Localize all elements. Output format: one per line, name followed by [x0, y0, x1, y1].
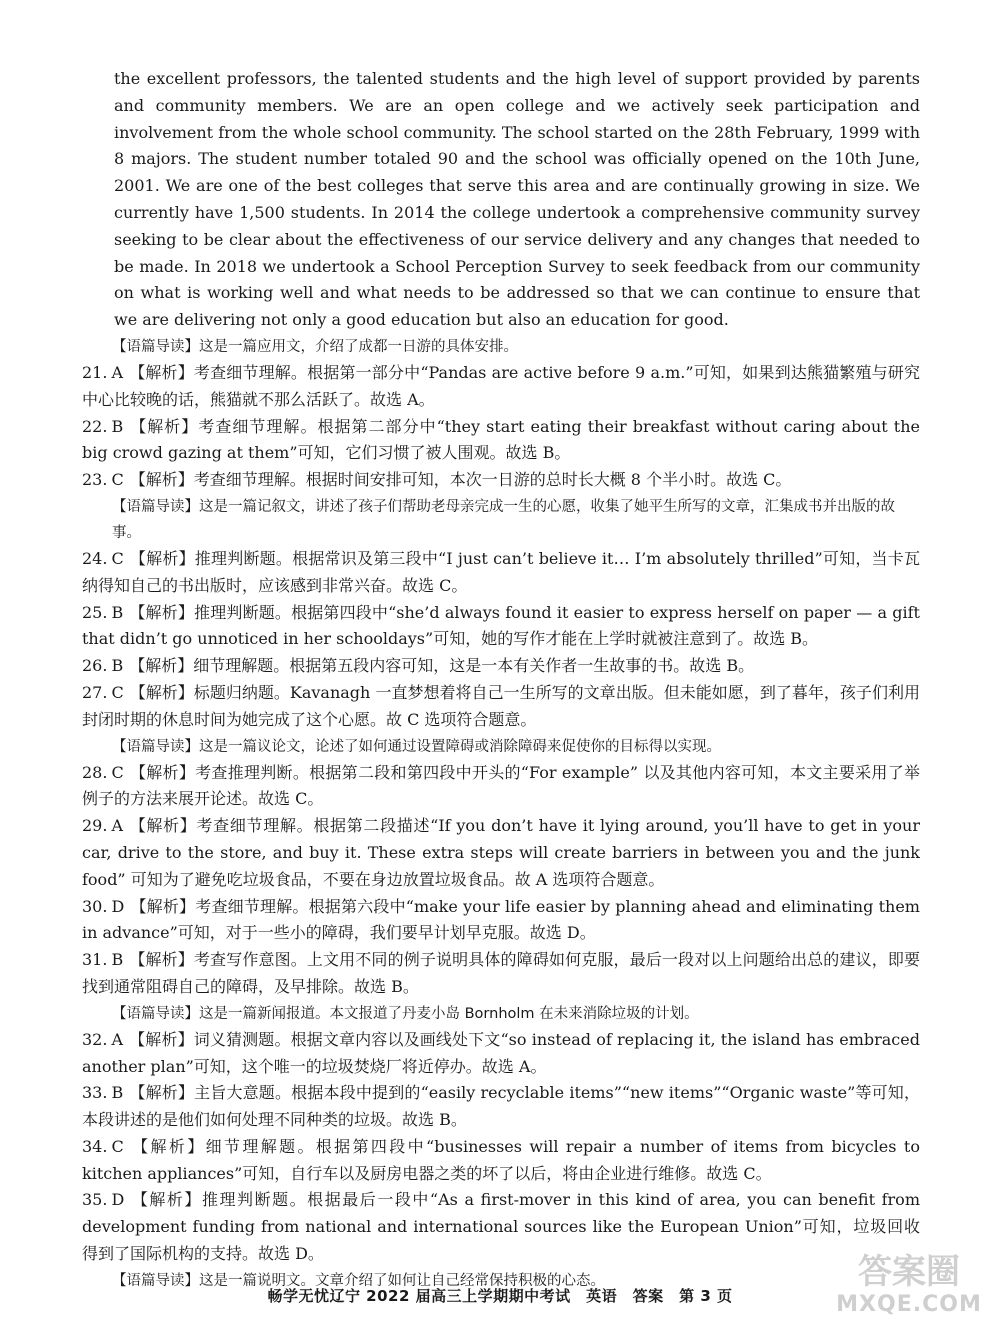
analysis-text: 推理判断题。根据第四段中“she’d always found it easier to express herself on paper — a gift that didn’t go unnoticed in her schooldays”可知，她的写作才能在上学时就被注意到了。故选 B。	[82, 602, 920, 649]
analysis-tag: 【解析】	[129, 1029, 194, 1049]
answer-item	[82, 813, 920, 893]
analysis-text: 考查写作意图。上文用不同的例子说明具体的障碍如何克服，最后一段对以上问题给出总的建议，即要找到通常阻碍自己的障碍，及早排除。故选 B。	[82, 950, 920, 996]
analysis-text: 考查细节理解。根据时间安排可知，本次一日游的总时长大概 8 个半小时。故选 C。	[193, 470, 792, 490]
answer-item	[82, 1187, 920, 1267]
analysis-tag: 【解析】	[129, 950, 194, 970]
answer-item	[82, 653, 920, 680]
question-number: 26.	[82, 656, 108, 676]
analysis-tag: 【解析】	[130, 896, 196, 916]
answer-letter: B	[111, 656, 124, 676]
answer-item	[82, 546, 920, 600]
reading-guide: 【语篇导读】这是一篇说明文。文章介绍了如何让自己经常保持积极的心态。	[112, 1272, 605, 1289]
answer-letter: B	[111, 1083, 124, 1103]
passage-paragraph: the excellent professors, the talented students and the high level of support provided by parents and community members. We are an open college and we actively seek participation and involvement from the whole school community. The school started on the 28th February, 1999 with 8 majors. The student number totaled 90 and the school was officially opened on the 10th June, 2001. We are one of the best colleges that serve this area and are continually growing in size. We currently have 1,500 students. In 2014 the college undertook a comprehensive community survey seeking to be clear about the effectiveness of our service delivery and any changes that needed to be made. In 2018 we undertook a School Perception Survey to seek feedback from our community on what is working well and what needs to be addressed so that we can continue to ensure that we are delivering not only a good education but also an education for good.	[114, 69, 920, 330]
analysis-text: 考查细节理解。根据第二段描述“If you don’t have it lying around, you’ll have to get in your car, drive to the store, and buy it. These extra steps will create barriers in between you and the junk food” 可知为了避免吃垃圾食品，不要在身边放置垃圾食品。故 A 选项符合题意。	[82, 816, 920, 889]
analysis-text: 考查细节理解。根据第一部分中“Pandas are active before 9 a.m.”可知，如果到达熊猫繁殖与研究中心比较晚的话，熊猫就不那么活跃了。故选 A。	[82, 362, 920, 409]
answer-item	[82, 947, 920, 1001]
watermark-logo	[834, 1252, 984, 1322]
analysis-text: 细节理解题。根据第四段中“businesses will repair a number of items from bicycles to kitchen appliances”可知，自行车以及厨房电器之类的坏了以后，将由企业进行维修。故选 C。	[82, 1136, 920, 1183]
answer-item	[82, 894, 920, 948]
analysis-tag: 【解析】	[129, 470, 194, 490]
question-number: 34.	[82, 1136, 108, 1156]
analysis-tag: 【解析】	[129, 816, 197, 836]
question-number: 23.	[82, 470, 108, 490]
answer-letter: C	[111, 548, 124, 568]
question-number: 22.	[82, 416, 108, 436]
answer-item	[82, 1027, 920, 1081]
question-number: 31.	[82, 950, 108, 970]
answer-letter: C	[111, 1136, 124, 1156]
analysis-text: 主旨大意题。根据本段中提到的“easily recyclable items”“new items”“Organic waste”等可知，本段讲述的是他们如何处理不同种类的垃圾。故选 B。	[82, 1083, 920, 1130]
analysis-tag: 【解析】	[129, 548, 195, 568]
analysis-text: 考查细节理解。根据第二部分中“they start eating their breakfast without caring about the big crowd gazing at them”可知，它们习惯了被人围观。故选 B。	[82, 416, 920, 463]
answer-letter: B	[111, 416, 124, 436]
analysis-text: 推理判断题。根据常识及第三段中“I just can’t believe it… I’m absolutely thrilled”可知，当卡瓦纳得知自己的书出版时，应该感到非常兴奋。故选 C。	[82, 548, 920, 595]
question-number: 33.	[82, 1083, 108, 1103]
answer-item	[82, 414, 920, 468]
analysis-tag: 【解析】	[129, 1083, 195, 1103]
question-number: 27.	[82, 682, 108, 702]
answer-letter: B	[111, 950, 124, 970]
answer-item	[82, 760, 920, 814]
question-number: 25.	[82, 602, 108, 622]
answer-letter: B	[111, 602, 124, 622]
analysis-text: 标题归纳题。Kavanagh 一直梦想着将自己一生所写的文章出版。但未能如愿，到了暮年，孩子们利用封闭时期的休息时间为她完成了这个心愿。故 C 选项符合题意。	[82, 682, 920, 729]
answer-letter: C	[111, 470, 124, 490]
watermark-url: MXQE.COM	[836, 1292, 982, 1317]
answer-page	[82, 66, 920, 1294]
analysis-tag: 【解析】	[129, 682, 194, 702]
page-footer: 畅学无忧辽宁 2022 届高三上学期期中考试 英语 答案 第 3 页	[267, 1287, 733, 1305]
reading-guide: 【语篇导读】这是一篇记叙文，讲述了孩子们帮助老母亲完成一生的心愿，收集了她平生所写的文章，汇集成书并出版的故事。	[112, 498, 895, 541]
watermark-logo-text: 答案圈	[858, 1252, 960, 1292]
analysis-text: 考查推理判断。根据第二段和第四段中开头的“For example” 以及其他内容可知，本文主要采用了举例子的方法来展开论述。故选 C。	[82, 762, 920, 809]
analysis-tag: 【解析】	[130, 1190, 202, 1210]
answer-letter: A	[111, 362, 124, 382]
analysis-text: 考查细节理解。根据第六段中“make your life easier by planning ahead and eliminating them in advance”可知，对于一些小的障碍，我们要早计划早克服。故选 D。	[82, 896, 920, 943]
analysis-tag: 【解析】	[129, 362, 194, 382]
analysis-tag: 【解析】	[129, 416, 199, 436]
question-number: 24.	[82, 548, 108, 568]
answer-item	[82, 1080, 920, 1134]
reading-guide: 【语篇导读】这是一篇应用文，介绍了成都一日游的具体安排。	[112, 338, 518, 355]
question-number: 30.	[82, 896, 108, 916]
answer-item	[82, 467, 920, 494]
answer-item	[82, 360, 920, 414]
analysis-text: 细节理解题。根据第五段内容可知，这是一本有关作者一生故事的书。故选 B。	[193, 656, 755, 676]
answer-letter: C	[111, 682, 124, 702]
answer-letter: C	[111, 762, 124, 782]
reading-guide: 【语篇导读】这是一篇新闻报道。本文报道了丹麦小岛 Bornholm 在未来消除垃圾的计划。	[112, 1005, 699, 1022]
question-number: 28.	[82, 762, 108, 782]
analysis-text: 推理判断题。根据最后一段中“As a first-mover in this kind of area, you can benefit from development funding from national and international sources like the European Union”可知，垃圾回收得到了国际机构的支持。故选 D。	[82, 1190, 920, 1264]
answer-letter: D	[111, 1190, 125, 1210]
analysis-tag: 【解析】	[129, 762, 196, 782]
answer-letter: A	[111, 1029, 124, 1049]
question-number: 29.	[82, 816, 108, 836]
analysis-text: 词义猜测题。根据文章内容以及画线处下文“so instead of replacing it, the island has embraced another plan”可知，这个唯一的垃圾焚烧厂将近停办。故选 A。	[82, 1029, 920, 1076]
answer-item	[82, 1134, 920, 1188]
analysis-tag: 【解析】	[129, 1136, 206, 1156]
answer-item	[82, 680, 920, 734]
answer-item	[82, 600, 920, 654]
analysis-tag: 【解析】	[129, 656, 194, 676]
question-number: 21.	[82, 362, 108, 382]
question-number: 32.	[82, 1029, 108, 1049]
reading-guide: 【语篇导读】这是一篇议论文，论述了如何通过设置障碍或消除障碍来促使你的目标得以实现。	[112, 738, 721, 755]
analysis-tag: 【解析】	[129, 602, 195, 622]
answer-letter: A	[111, 816, 124, 836]
question-number: 35.	[82, 1190, 108, 1210]
answer-letter: D	[111, 896, 125, 916]
